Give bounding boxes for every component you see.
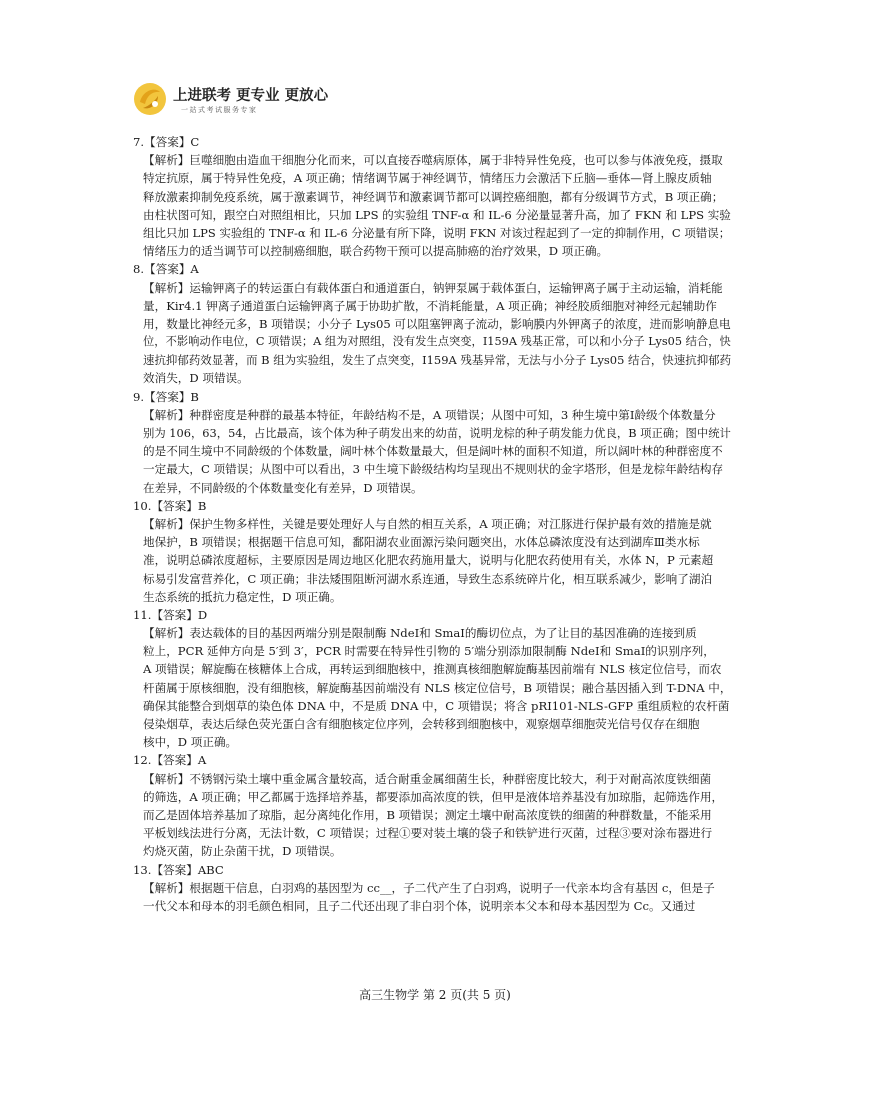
explanation-line: 确保其能整合到烟草的染色体 DNA 中，不是质 DNA 中，C 项错误；将含 pRI101-NLS-GFP 重组质粒的农杆菌 xyxy=(143,698,730,713)
explanation-line: 【解析】种群密度是种群的最基本特征，年龄结构不是，A 项错误；从图中可知，3 种生境中第Ⅰ龄级个体数量分 xyxy=(143,407,716,422)
explanation-line: 生态系统的抵抗力稳定性，D 项正确。 xyxy=(143,589,342,604)
answer-label: 10.【答案】B xyxy=(133,498,207,513)
explanation-line: 【解析】根据题干信息，白羽鸡的基因型为 cc__，子二代产生了白羽鸡，说明子一代亲本均含有基因 c，但是子 xyxy=(143,880,715,895)
explanation-line: 别为 106，63，54，占比最高，该个体为种子萌发出来的幼苗，说明龙棕的种子萌发能力优良，B 项正确；图中统计 xyxy=(143,426,731,440)
explanation-line: 平板划线法进行分离，无法计数，C 项错误；过程①要对装土壤的袋子和铁铲进行灭菌，过程③要对涂布器进行 xyxy=(143,826,713,841)
explanation xyxy=(143,151,731,260)
question-block xyxy=(133,751,731,860)
explanation xyxy=(143,624,731,751)
explanation-line: 特定抗原，属于特异性免疫，A 项正确；情绪调节属于神经调节，情绪压力会激活下丘脑—垂体—肾上腺皮质轴 xyxy=(143,171,712,186)
answer-label: 9.【答案】B xyxy=(133,389,199,404)
brand-tagline: 一站式考试服务专家 xyxy=(181,106,258,114)
explanation-line: 释放激素抑制免疫系统，属于激素调节，神经调节和激素调节都可以调控癌细胞，都有分级调节方式，B 项正确； xyxy=(143,189,724,204)
explanation-line: 量，Kir4.1 钾离子通道蛋白运输钾离子属于协助扩散，不消耗能量，A 项正确；神经胶质细胞对神经元起辅助作 xyxy=(143,298,717,313)
explanation xyxy=(143,879,731,915)
answer-label: 13.【答案】ABC xyxy=(133,862,224,877)
answer-label: 11.【答案】D xyxy=(133,607,208,622)
explanation-line: 侵染烟草，表达后绿色荧光蛋白含有细胞核定位序列，会转移到细胞核中，观察烟草细胞荧光信号仅存在细胞 xyxy=(143,717,700,731)
explanation-line: 而乙是固体培养基加了琼脂，起分离纯化作用，B 项错误；测定土壤中耐高浓度铁的细菌的种群数量，不能采用 xyxy=(143,807,712,822)
explanation-line: 粒上，PCR 延伸方向是 5′到 3′，PCR 时需要在特异性引物的 5′端分别添加限制酶 NdeⅠ和 SmaⅠ的识别序列， xyxy=(143,644,715,659)
explanation xyxy=(143,406,731,497)
explanation-line: 速抗抑郁药效显著，而 B 组为实验组，发生了点突变，I159A 残基异常，无法与小分子 Lys05 结合，快速抗抑郁药 xyxy=(143,353,731,368)
explanation-line: 的筛选，A 项正确；甲乙都属于选择培养基，都要添加高浓度的铁，但甲是液体培养基没有加琼脂，起筛选作用， xyxy=(143,789,724,804)
explanation-line: 【解析】不锈钢污染土壤中重金属含量较高，适合耐重金属细菌生长，种群密度比较大，利于对耐高浓度铁细菌 xyxy=(143,771,712,786)
question-block xyxy=(133,606,731,752)
answer-label: 8.【答案】A xyxy=(133,262,199,277)
explanation-line: 【解析】保护生物多样性，关键是要处理好人与自然的相互关系，A 项正确；对江豚进行保护最有效的措施是就 xyxy=(143,516,712,531)
explanation-line: 核中，D 项正确。 xyxy=(143,735,238,750)
answer-label: 12.【答案】A xyxy=(133,753,207,768)
page-footer: 高三生物学 第 2 页(共 5 页) xyxy=(359,988,511,1002)
answer-content xyxy=(133,133,731,915)
answer-label: 7.【答案】C xyxy=(133,135,200,149)
question-block xyxy=(133,388,731,497)
question-block xyxy=(133,861,731,916)
brand-slogan: 上进联考 更专业 更放心 xyxy=(173,88,329,104)
explanation-line: 在差异，不同龄级的个体数量变化有差异，D 项错误。 xyxy=(143,480,423,495)
explanation-line: 准，说明总磷浓度超标，主要原因是周边地区化肥农药施用量大，说明与化肥农药使用有关，水体 N，P 元素超 xyxy=(143,553,714,568)
explanation xyxy=(143,279,731,388)
explanation-line: 【解析】运输钾离子的转运蛋白有载体蛋白和通道蛋白，钠钾泵属于载体蛋白，运输钾离子属于主动运输，消耗能 xyxy=(143,280,723,295)
question-block xyxy=(133,133,731,260)
question-block xyxy=(133,497,731,606)
explanation-line: 由柱状图可知，跟空白对照组相比，只加 LPS 的实验组 TNF-α 和 IL-6 分泌量显著升高，加了 FKN 和 LPS 实验 xyxy=(143,207,731,222)
explanation-line: 组比只加 LPS 实验组的 TNF-α 和 IL-6 分泌量有所下降，说明 FKN 对该过程起到了一定的抑制作用，C 项错误； xyxy=(143,225,731,240)
explanation-line: 一定最大，C 项错误；从图中可以看出，3 中生境下龄级结构均呈现出不规则状的金字塔形，但是龙棕年龄结构存 xyxy=(143,462,724,477)
header xyxy=(133,80,433,120)
explanation-line: 一代父本和母本的羽毛颜色相同，且子二代还出现了非白羽个体，说明亲本父本和母本基因型为 Cc。又通过 xyxy=(143,898,696,913)
explanation xyxy=(143,515,731,606)
explanation-line: 情绪压力的适当调节可以控制癌细胞，联合药物干预可以提高肺癌的治疗效果，D 项正确。 xyxy=(143,244,609,259)
explanation-line: 位，不影响动作电位，C 项错误；A 组为对照组，没有发生点突变，I159A 残基正常，可以和小分子 Lys05 结合，快 xyxy=(143,335,731,349)
explanation-line: 【解析】表达载体的目的基因两端分别是限制酶 NdeⅠ和 SmaⅠ的酶切位点，为了让目的基因准确的连接到质 xyxy=(143,626,697,641)
explanation-line: 【解析】巨噬细胞由造血干细胞分化而来，可以直接吞噬病原体，属于非特异性免疫，也可以参与体液免疫，摄取 xyxy=(143,153,723,168)
explanation xyxy=(143,770,731,861)
explanation-line: 地保护，B 项错误；根据题干信息可知，鄱阳湖农业面源污染问题突出，水体总磷浓度没有达到湖库Ⅲ类水标 xyxy=(143,535,700,550)
explanation-line: 的是不同生境中不同龄级的个体数量，阔叶林个体数量最大，但是阔叶林的面积不知道，所以阔叶林的种群密度不 xyxy=(143,444,723,459)
explanation-line: 效消失，D 项错误。 xyxy=(143,371,249,386)
question-block xyxy=(133,260,731,387)
explanation-line: A 项错误；解旋酶在核糖体上合成，再转运到细胞核中，推测真核细胞解旋酶基因前端有 NLS 核定位信号，而农 xyxy=(143,662,722,677)
explanation-line: 用，数量比神经元多，B 项错误；小分子 Lys05 可以阻塞钾离子流动，影响膜内外钾离子的浓度，进而影响静息电 xyxy=(143,316,731,331)
explanation-line: 灼烧灭菌，防止杂菌干扰，D 项错误。 xyxy=(143,844,342,859)
brand-logo-icon xyxy=(133,82,167,116)
explanation-line: 标易引发富营养化，C 项正确；非法矮围阻断河湖水系连通，导致生态系统碎片化，相互联系减少，影响了湖泊 xyxy=(143,571,713,586)
explanation-line: 杆菌属于原核细胞，没有细胞核，解旋酶基因前端没有 NLS 核定位信号，B 项错误；融合基因插入到 T-DNA 中， xyxy=(143,680,731,695)
